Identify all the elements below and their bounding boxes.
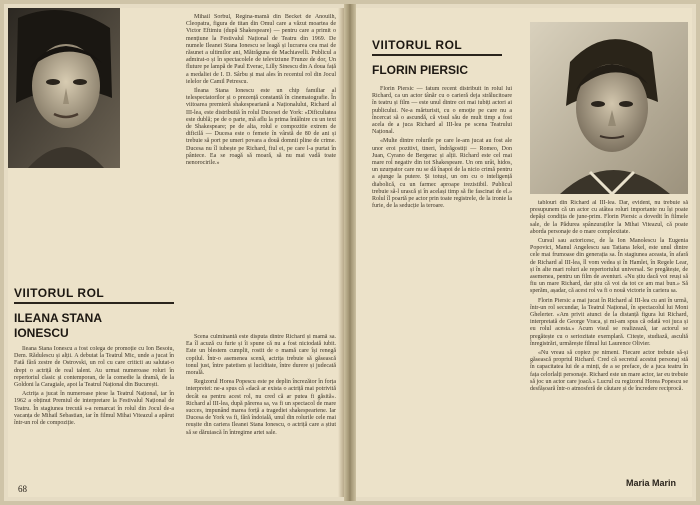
florin-piersic-portrait [530,22,688,194]
right-col2-paragraph-a: Florin Piersic a mai jucat în Richard al III-lea cu ani în urmă, într-un rol secundar, la Teatrul Național, în spectacolul lui Moni Ghelerter. «Am privit atunci de la distanță figura lui Richard, interpretată de George Vraca, și mi-am spus că odată voi juca și eu rolul acesta.» Acum visul se realizează, iar actorul se pregătește cu o seriozitate exemplară. Citește, studiază, ascultă înregistrări, urmărește filmul lui Laurence Olivier. [530,297,688,347]
ileana-stana-ionescu-portrait [8,8,120,168]
left-col1-paragraph-b: Actrița a jucat în numeroase piese la Teatrul Național, iar în 1962 a obținut Premiul de interpretare la Festivalul Național de Teatru. În stagiunea trecută s-a remarcat în rolul din Jocul de-a vacanța de Mihail Sebastian, iar în filmul Mihai Viteazul a apărut într-un rol de compoziție. [14,391,174,427]
right-col2-paragraph-b: «Nu vreau să copiez pe nimeni. Fiecare actor trebuie să-și găsească propriul Richard. Cred că secretul acestui personaj stă în capacitatea lui de a minți, de a se preface, de a juca teatru în fața celorlalți personaje. Richard este un mare actor, iar eu trebuie să joc un actor care joacă.» Lucrul cu regizorul Horea Popescu se desfășoară într-o atmosferă de căutare și de încredere reciprocă. [530,350,688,393]
left-rubric-rule [14,302,174,304]
left-column-1-top [126,14,180,164]
right-column-1 [372,86,512,492]
right-col1-paragraph-b: «Multe dintre rolurile pe care le-am jucat au fost ale unor eroi pozitivi, tineri, îndrăgostiți — Romeo, Don Juan, Cyrano de Bergerac și alții. Richard este cel mai mare rol negativ din tot Shakespeare. Un om urât, hidos, un uzurpator care nu se dă înapoi de la nicio crimă pentru a ajunge la putere. Și totuși, un om cu o inteligență diabolică, cu un farmec aproape irezistibil. Publicul trebuie să-l urască și în același timp să fie fascinat de el.» Rolul îl poartă pe actor prin toate registrele, de la ironie la furie, de la seducție la teroare. [372,138,512,210]
left-page [8,8,344,497]
left-rubric: VIITORUL ROL [14,286,105,300]
left-col1-paragraph-a: Ileana Stana Ionescu a fost colega de promoție cu Ion Besoiu, Dem. Rădulescu și alții. A debutat la Teatrul Mic, unde a jucat în Fată fără zestre de Ostrovski, un rol cu care criticii au salutat-o drept o actriță de real talent. Au urmat numeroase roluri în repertoriul clasic și contemporan, de la comedie la dramă, de la Goldoni la Caragiale, apoi la Teatrul Național din București. [14,346,174,389]
left-page-number: 68 [18,484,27,494]
left-col3-paragraph-a: Scena culminantă este disputa dintre Richard și mamă sa. Ea îl acuză cu furie și îi spune că nu a fost niciodată iubit. Este un blestem cumplit, rostit de o mamă care își renegă copilul. Într-o asemenea scenă, actrița trebuie să găsească tonul just, între patetism și luciditate, între durere și judecată morală. [186,334,336,377]
right-col1-paragraph-a: Florin Piersic — fatum recent distribuit în rolul lui Richard, ca un actor tânăr cu o carieră deja strălucitoare în teatru și film — este unul dintre cei mai iubiți actori ai publicului. Ne-a mărturisit, cu o emoție pe care nu a încercat să o ascundă, că visul său de mult timp a fost acela de a juca Richard al III-lea pe scena Teatrului Național. [372,86,512,136]
left-col2-paragraph-b: Ileana Stana Ionescu este un chip familiar al telespectatorilor și o prezență constantă în cinematografie. În viitoarea premieră shakespeariană a Naționalului, Richard al III-lea, este distribuită în rolul Ducesei de York: «Dificultatea este dublă; pe de o parte, mă aflu la prima întâlnire cu un text de Shakespeare; pe de alta, rolul e compozitie extrem de dificilă — Ducesa este o femeie în vârstă de 80 de ani și trebuie să port pe umeri povara a două domnii pline de crime. Ducesa nu îl iubește pe Richard, fiul ei, pe care l-a purtat în pântece. Ea se roagă să moară, să nu mai vadă toate nenorocirile.» [186,88,336,167]
left-name-line-2: IONESCU [14,326,69,340]
left-name-line-1: ILEANA STANA [14,311,102,325]
portrait-photo-icon-right [530,22,688,194]
right-page [356,8,692,497]
left-column-3 [186,334,336,492]
right-rubric-rule [372,54,502,56]
left-column-1 [14,346,174,492]
portrait-photo-icon [8,8,120,168]
right-rubric: VIITORUL ROL [372,38,463,52]
right-col3-paragraph-b: Cursul sau actoricesc, de la Ion Manolescu la Eugenia Popovici, Manul Angelescu sau Tatiana Iekel, este unul dintre cele mai frumoase din generația sa. În stagiunea aceasta, în afară de Richard al III-lea, îl vom vedea și în Hamlet, în Regele Lear, și în alte mari roluri ale repertoriului universal. Se pregătește, de asemenea, pentru un film de aventuri. «Nu știu dacă voi reuși să fiu un mare Richard, dar știu că voi da tot ce am mai bun.» Să sperăm, așadar, că acest rol va fi o nouă victorie în cariera sa. [530,238,688,295]
left-col2-paragraph-a: Mihail Sorbul, Regina-mamă din Becket de Anouilh, Cleopatra, figura de titan din Omul care a văzut moartea de Victor Eftimiu (după Shakespeare) — pentru care a primit o mențiune la Festivalul Național de Teatru din 1969. De numele Ileanei Stana Ionescu se leagă și lucrarea cea mai de răsunet a ultimilor ani, Mătrăguna de Machiavelli. Publicul a admirat-o și în spectacolele de televiziune Frunze de dor, Un fluture pe lampă de Paul Everac, Lilly Sinescu din A doua față a medaliei de I. D. Sârbu și mai ales în recentul rol din Jocul ielelor de Camil Petrescu. [186,14,336,85]
author-signature: Maria Marin [626,478,677,488]
book-gutter [344,4,356,501]
left-col3-paragraph-b: Regizorul Horea Popescu este pe deplin încrezător în forța interpretei: ne-a spus că «dacă ar exista o actriță mai potrivită decât ea pentru acest rol, nu cred că ar putea fi găsită». Richard al III-lea, după părerea sa, va fi un spectacol de mare succes, impunând marea forță a tragediei shakespeariene. Iar Ducesa de York va fi, fără îndoială, unul din rolurile cele mai reușite din cariera Ileanei Stana Ionescu, o actriță care a știut să se dăruiască în întregime artei sale. [186,379,336,436]
right-name: FLORIN PIERSIC [372,63,469,77]
left-column-2 [186,14,336,330]
right-col3-paragraph-a: tablouri din Richard al III-lea. Dar, evident, nu trebuie să presupunem că un actor cu atâtea roluri importante nu își poate depăși condiția de june-prim. Florin Piersic a dovedit în filmele sale, de la Pădurea spânzuraților la Mihai Viteazul, că poate aborda personaje de o mare complexitate. [530,200,688,235]
right-column-3 [530,200,688,462]
